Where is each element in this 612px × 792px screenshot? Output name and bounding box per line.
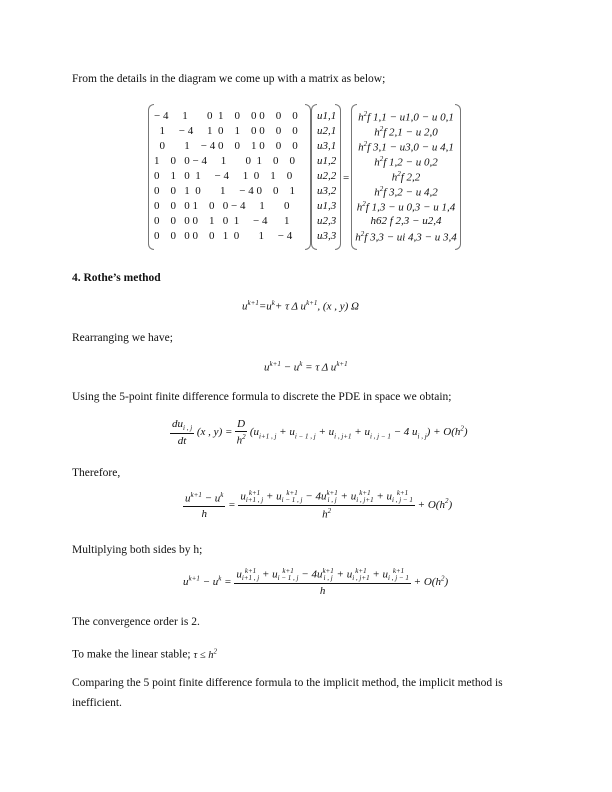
multiplied-equation: $u^{k+1} - u^k$ = u k+1 i+1 , j + u k+1 i − 1 , j − 4u k+1 i , j + u k+1 i , j+1 + u k+1 i , j − 1 h + $O(h^2)$ <box>183 567 449 597</box>
rhs-entry: $h^2f$ 3,1 − u3,0 − u 4,1 <box>358 140 454 154</box>
vector-entry: u1,2 <box>317 155 337 167</box>
matrix-row: 0 0 0 0 1 0 1 − 4 1 <box>154 215 290 227</box>
vector-entry: u2,1 <box>317 125 337 137</box>
matrix-row: 1 0 0 − 4 1 0 1 0 0 <box>154 155 295 167</box>
finite-difference-paragraph: Using the 5-point finite difference formula to discrete the PDE in space we obtain; <box>72 391 452 403</box>
rhs-entry: $h^2f$ 2,1 − u 2,0 <box>374 125 438 139</box>
matrix-equals-sign: = <box>343 172 350 184</box>
vector-entry: u2,3 <box>317 215 337 227</box>
rhs-entry: $h^2f$ 3,2 − u 4,2 <box>374 185 438 199</box>
rearranged-equation: $u^{k+1} - u^k = \tau$ Δ $u^{k+1}$ <box>264 360 348 374</box>
rhs-entry: $h^2f$ 3,3 − ui 4,3 − u 3,4 <box>355 230 457 244</box>
discretized-equation: $\frac{u^{k+1} - u^k}{h}$ = u k+1 i+1 , j + u k+1 i − 1 , j − 4u k+1 i , j + u k+1 i , j+1 + u k+1 i , j − 1 $h^2$ + $O(h^2)$ <box>185 489 453 521</box>
vector-entry: u3,2 <box>317 185 337 197</box>
coefficient-matrix <box>148 104 311 250</box>
multiply-paragraph: Multiplying both sides by h; <box>72 544 203 556</box>
therefore-paragraph: Therefore, <box>72 467 121 479</box>
rhs-entry: $h^2f$ 1,1 − u1,0 − u 0,1 <box>358 110 454 124</box>
rearranging-paragraph: Rearranging we have; <box>72 332 173 344</box>
rhs-entry: $h^2f$ 1,3 − u 0,3 − u 1,4 <box>356 200 456 214</box>
matrix-row: 0 1 0 1 − 4 1 0 1 0 <box>154 170 293 182</box>
matrix-row: 1 − 4 1 0 1 0 0 0 0 <box>154 125 298 137</box>
rhs-entry: h62 f 2,3 − u2,4 <box>370 215 442 227</box>
vector-entry: u3,3 <box>317 230 337 242</box>
vector-entry: u3,1 <box>317 140 337 152</box>
five-point-equation: $\frac{du_{i , j}}{dt}$ (x , y) = $\frac{D}{h^2}$ ($u_{i+1 , j} + u_{i - 1 , j} + u_{i , j+1} + u_{i , j - 1} - 4$ $u_{i , j}) + O(h^2)$ <box>172 418 468 448</box>
comparing-paragraph: Comparing the 5 point finite difference formula to the implicit method, the implicit method is inefficient. <box>72 677 503 709</box>
rothe-equation: $u^{k+1}=u^k+ \tau$ Δ $u^{k+1}$, (x , y) Ω <box>242 299 359 313</box>
stability-condition: $\tau \le h^2$ <box>193 647 218 661</box>
section-heading: 4. Rothe’s method <box>72 272 161 284</box>
matrix-row: − 4 1 0 1 0 0 0 0 0 <box>154 110 298 122</box>
rhs-vector <box>351 104 461 250</box>
vector-entry: u1,1 <box>317 110 337 122</box>
matrix-row: 0 0 1 0 1 − 4 0 0 1 <box>154 185 295 197</box>
vector-entry: u2,2 <box>317 170 337 182</box>
vector-entry: u1,3 <box>317 200 337 212</box>
rhs-entry: $h^2f$ 2,2 <box>391 170 421 184</box>
matrix-row: 0 1 − 4 0 0 1 0 0 0 <box>154 140 298 152</box>
intro-paragraph: From the details in the diagram we come up with a matrix as below; <box>72 73 386 85</box>
matrix-row: 0 0 0 0 0 1 0 1 − 4 <box>154 230 293 242</box>
rhs-entry: $h^2f$ 1,2 − u 0,2 <box>374 155 438 169</box>
matrix-row: 0 0 0 1 0 0 − 4 1 0 <box>154 200 290 212</box>
unknown-vector <box>311 104 341 250</box>
stability-paragraph: To make the linear stable; $\tau \le h^2$ <box>72 647 218 661</box>
convergence-paragraph: The convergence order is 2. <box>72 616 200 628</box>
